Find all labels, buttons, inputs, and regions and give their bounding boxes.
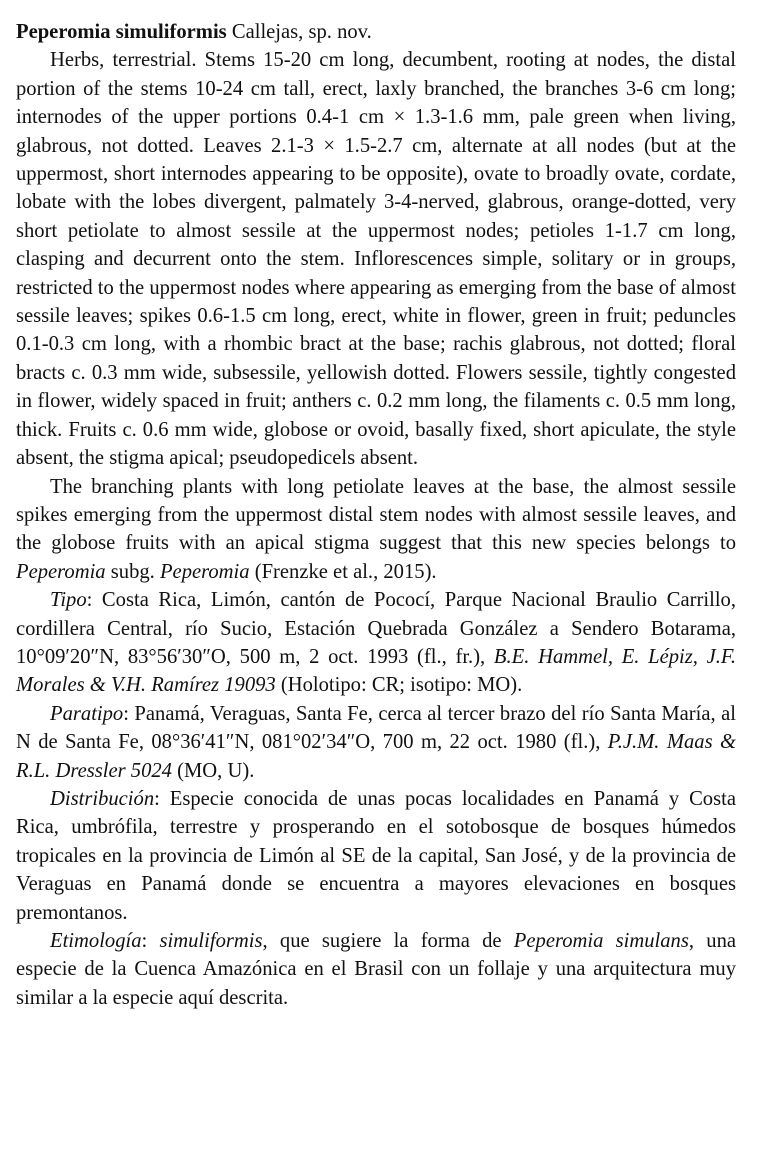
tipo-label: Tipo xyxy=(50,589,87,612)
tipo-collectors: B.E. Hammel, E. Lépiz, J.F. Morales & V.H. Ramírez 19093 xyxy=(16,645,736,697)
distribucion-label: Distribución xyxy=(50,787,155,810)
paratipo-collectors: P.J.M. Maas & R.L. Dressler 5024 xyxy=(16,731,736,782)
paratipo-text: : Panamá, Veraguas, Santa Fe, cerca al tercer brazo del río Santa María, al N de Santa Fe, 08°36′41″N, 081°02′34″O, 700 m, 22 oct. 1980 (fl.), xyxy=(16,702,736,754)
distribucion-text: : Especie conocida de unas pocas localidades en Panamá y Costa Rica, umbrófila, terrestre y prosperando en el sotobosque de bosques húmedos tropicales en la provincia de Limón al SE de la capital, San José, y de la provincia de Veraguas en Panamá donde se encuentra a mayores elevaciones en bosques premontanos. xyxy=(16,787,736,924)
tipo-paragraph xyxy=(16,586,736,700)
paratipo-herbaria: (MO, U). xyxy=(171,759,255,782)
discussion-paragraph xyxy=(16,473,736,587)
species-name: Peperomia simuliformis xyxy=(16,21,227,43)
subgenus-name: Peperomia xyxy=(159,560,250,583)
compared-species-name: Peperomia simulans xyxy=(513,930,689,952)
genus-name: Peperomia xyxy=(16,560,106,583)
etimologia-label: Etimología xyxy=(50,930,142,952)
distribucion-paragraph xyxy=(16,785,736,927)
etimologia-text: : xyxy=(141,930,160,952)
discussion-citation: (Frenzke et al., 2015). xyxy=(249,560,437,583)
etimologia-text: , una especie de la Cuenca Amazónica en el Brasil con un follaje y una arquitectura muy similar a la especie aquí descrita. xyxy=(16,930,737,1009)
paratipo-label: Paratipo xyxy=(50,702,124,725)
species-authority: Callejas, sp. nov. xyxy=(231,21,372,43)
etimologia-text: , que sugiere la forma de xyxy=(262,930,514,952)
discussion-text: The branching plants with long petiolate leaves at the base, the almost sessile spikes emerging from the uppermost distal stem nodes with almost sessile leaves, and the globose fruits with an apical stigma suggest that this new species belongs to xyxy=(16,475,736,555)
etimologia-epithet: simuliformis xyxy=(159,930,263,952)
discussion-text: subg. xyxy=(105,560,160,583)
etimologia-paragraph xyxy=(16,927,736,1012)
tipo-text: : Costa Rica, Limón, cantón de Pococí, Parque Nacional Braulio Carrillo, cordillera Central, río Sucio, Estación Quebrada González a Sendero Botarama, 10°09′20″N, 83°56′30″O, 500 m, 2 oct. 1993 (fl., fr.), xyxy=(16,589,736,668)
species-heading xyxy=(16,18,736,46)
tipo-herbaria: (Holotipo: CR; isotipo: MO). xyxy=(275,674,523,697)
paratipo-paragraph xyxy=(16,700,736,785)
description-paragraph: Herbs, terrestrial. Stems 15-20 cm long, decumbent, rooting at nodes, the distal portion of the stems 10-24 cm tall, erect, laxly branched, the branches 3-6 cm long; internodes of the upper portions 0.4-1 cm × 1.3-1.6 mm, pale green when living, glabrous, not dotted. Leaves 2.1-3 × 1.5-2.7 cm, alternate at all nodes (but at the uppermost, short internodes appearing to be opposite), ovate to broadly ovate, cordate, lobate with the lobes divergent, palmately 3-4-nerved, glabrous, orange-dotted, very short petiolate to almost sessile at the uppermost nodes; petioles 1-1.7 cm long, clasping and decurrent onto the stem. Inflorescences simple, solitary or in groups, restricted to the uppermost nodes where appearing as emerging from the base of almost sessile leaves; spikes 0.6-1.5 cm long, erect, white in flower, green in fruit; peduncles 0.1-0.3 cm long, with a rhombic bract at the base; rachis glabrous, not dotted; floral bracts c. 0.3 mm wide, subsessile, yellowish dotted. Flowers sessile, tightly congested in flower, widely spaced in fruit; anthers c. 0.2 mm long, the filaments c. 0.5 mm long, thick. Fruits c. 0.6 mm wide, globose or ovoid, basally fixed, short apiculate, the style absent, the stigma apical; pseudopedicels absent. xyxy=(16,49,736,470)
